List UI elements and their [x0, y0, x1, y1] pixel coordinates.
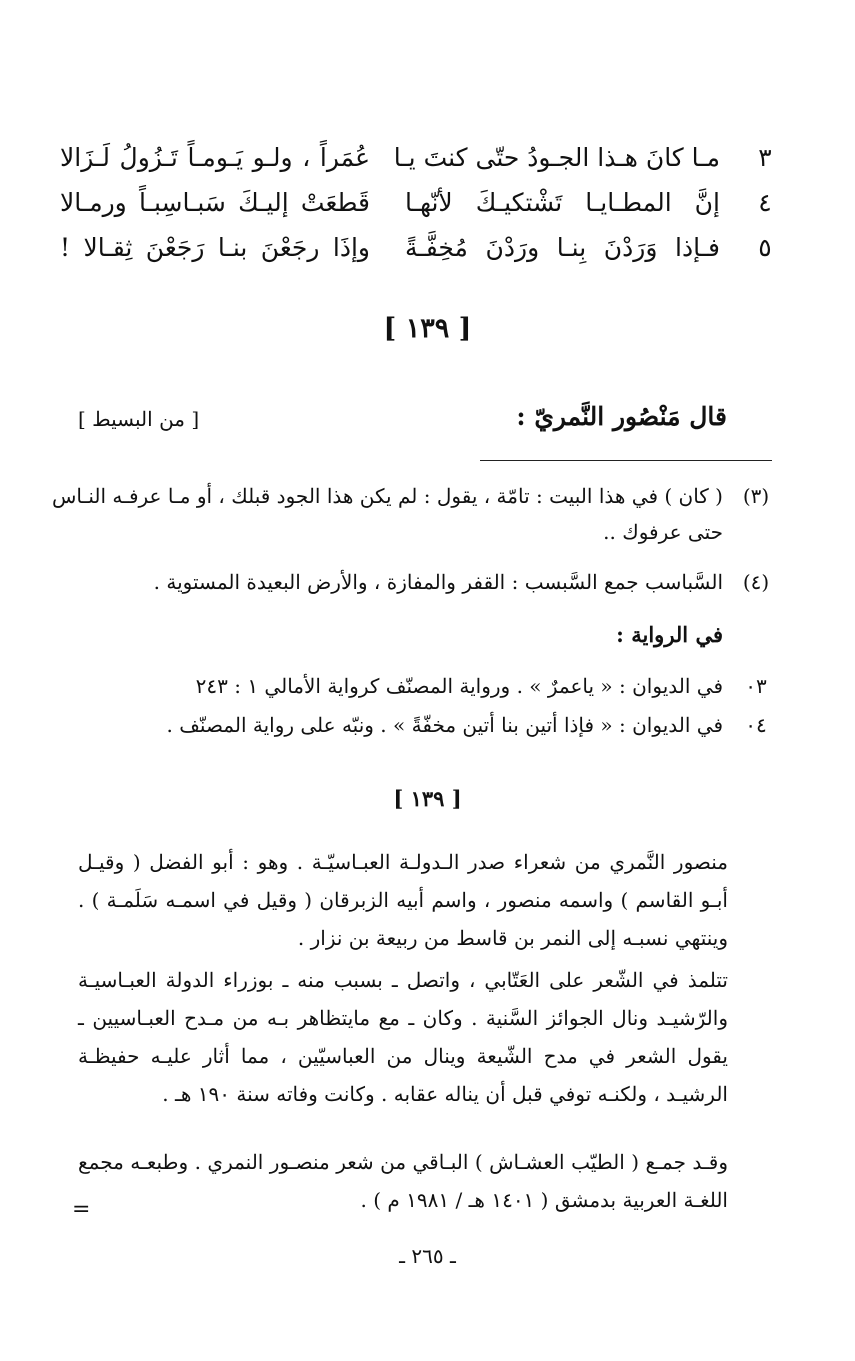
riwaya-heading: في الرواية :: [616, 622, 723, 647]
verse-second-hemistich: وإذَا رجَعْنَ بنـا رَجَعْنَ ثِقـالا !: [60, 233, 370, 262]
footnote-text: السَّباسب جمع السَّبسب : القفر والمفازة ، والأرض البعيدة المستوية .: [153, 570, 723, 594]
riwaya-item: [79, 707, 779, 743]
footnote-3: [51, 478, 779, 550]
footnote-text-line2: حتى عرفوك ..: [603, 520, 723, 544]
meter-label: [ من البسيط ]: [78, 407, 200, 431]
footnote-separator: [480, 460, 772, 461]
verse-5: [60, 233, 780, 277]
footnote-4: [79, 564, 779, 600]
bio-paragraph: وقـد جمـع ( الطيّب العشـاش ) البـاقي من شعر منصـور النمري . وطبعـه مجمع اللغـة العربية بدمشق ( ١٤٠١ هـ / ١٩٨١ م ) .: [78, 1150, 728, 1212]
verse-3: [60, 143, 780, 187]
verse-second-hemistich: عُمَراً ، ولـو يَـومـاً تَـزُولُ لَـزَالا: [60, 143, 370, 172]
bio-paragraph: تتلمذ في الشّعر على العَتّابي ، واتصل ـ بسبب منه ـ بوزراء الدولة العبـاسيـة والرّشيـد ونال الجوائز السَّنية . وكان ـ مع مايتظاهر بـه من مـدح العبـاسيين ـ يقول الشعر في مدح الشّيعة وينال من العباسيّين ، مما أثار عليـه حفيظـة الرشيـد ، ولكنـه توفي قبل أن يناله عقابه . وكانت وفاته سنة ١٩٠ هـ .: [78, 968, 728, 1106]
verse-number: ٣: [758, 143, 772, 172]
riwaya-text: في الديوان : « فإذا أتين بنا أتين مخفّةً » . ونبّه على رواية المصنّف .: [166, 713, 723, 737]
footnote-number: (٣): [742, 484, 770, 508]
riwaya-number: ٠٤: [745, 713, 767, 737]
verse-second-hemistich: قَطعَتْ إليـكَ سَبـاسِبـاً ورمـالا: [60, 188, 370, 217]
verse-number: ٤: [758, 188, 772, 217]
verse-first-hemistich: فـإذا وَرَدْنَ بِنـا ورَدْنَ مُخِفَّـةً: [405, 233, 720, 262]
continuation-mark: =: [72, 1197, 91, 1222]
bio-paragraph: منصور النَّمري من شعراء صدر الـدولـة العبـاسيّـة . وهو : أبو الفضل ( وقيـل أبـو القاسم ) واسمه منصور ، واسم أبيه الزبرقان ( وقيل في اسمـه سَلَمـة ) . وينتهي نسبـه إلى النمر بن قاسط من ربيعة بن نزار .: [78, 850, 728, 950]
verse-4: [60, 188, 780, 232]
verse-first-hemistich: إنَّ المطـايـا تَشْتكيـكَ لأنّهـا: [405, 188, 720, 217]
bio-number: [ ١٣٩ ]: [393, 786, 462, 811]
footnote-number: (٤): [742, 570, 770, 594]
verse-number: ٥: [758, 233, 772, 262]
poem-number: [ ١٣٩ ]: [383, 313, 472, 344]
poet-heading: قال مَنْصُور النَّمريّ :: [516, 402, 727, 431]
riwaya-number: ٠٣: [745, 674, 767, 698]
riwaya-text: في الديوان : « ياعمرٌ » . ورواية المصنّف كرواية الأمالي ١ : ٢٤٣: [195, 674, 723, 698]
page-number: ـ ٢٦٥ ـ: [399, 1244, 456, 1268]
verse-first-hemistich: مـا كانَ هـذا الجـودُ حتّى كنتَ يـا: [393, 143, 720, 172]
riwaya-item: [79, 668, 779, 704]
footnote-text-line1: ( كان ) في هذا البيت : تامّة ، يقول : لم يكن هذا الجود قبلك ، أو مـا عرفـه النـاس: [51, 484, 723, 508]
